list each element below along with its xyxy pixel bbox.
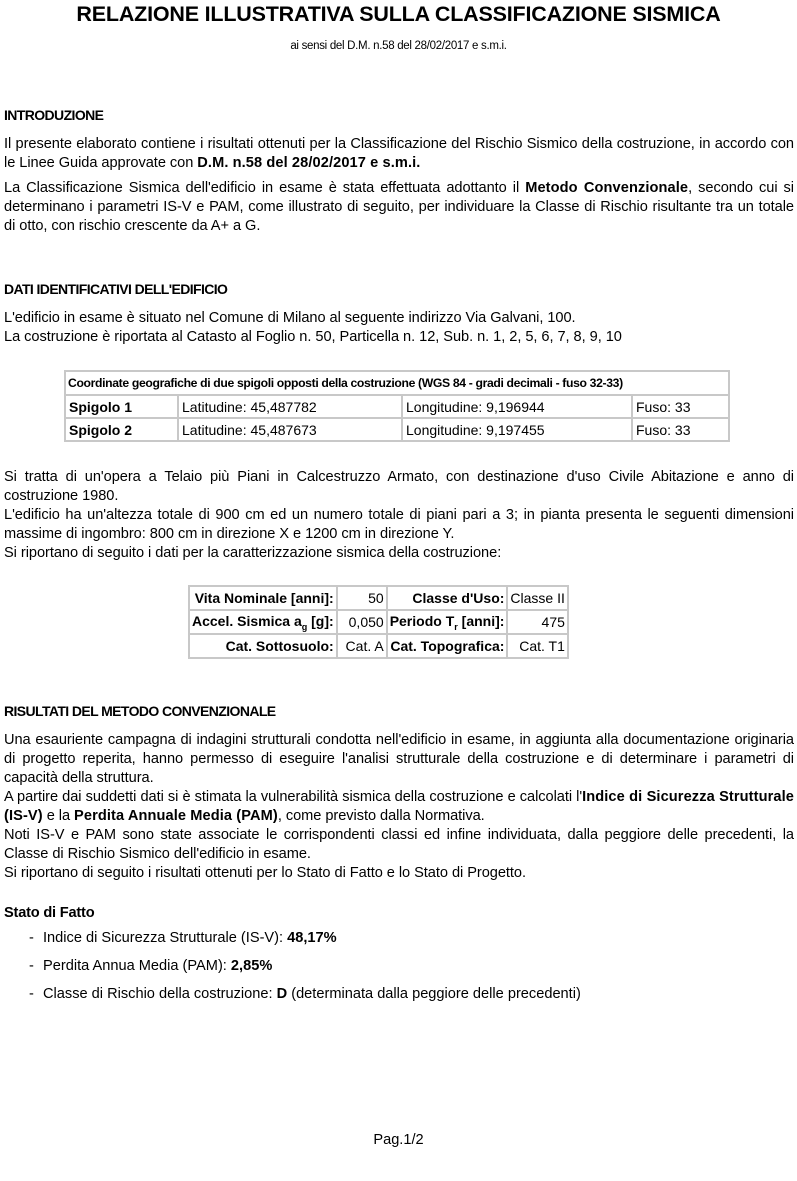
spigolo-2-latitude: Latitudine: 45,487673: [178, 418, 402, 441]
spigolo-1-fuso: Fuso: 33: [632, 395, 729, 418]
intro-p2-text-a: La Classificazione Sismica dell'edificio in esame è stata effettuata adottanto il: [4, 180, 526, 196]
periodo-label: [387, 610, 508, 634]
risultati-p2-text-a: A partire dai suddetti dati si è stimata la vulnerabilità sismica della costruzione e calcolati l': [4, 789, 583, 805]
dati-paragraph-4: L'edificio ha un'altezza totale di 900 cm ed un numero totale di piani pari a 3; in pianta presenta le seguenti dimensioni massime di ingombro: 800 cm in direzione X e 1200 cm in direzione Y.: [4, 507, 794, 542]
page-number: Pag.1/2: [373, 1132, 424, 1148]
cat-sottosuolo-value: Cat. A: [337, 634, 387, 658]
list-item: [4, 985, 794, 1004]
risultati-heading: RISULTATI DEL METODO CONVENZIONALE: [4, 703, 276, 719]
risultati-paragraph-2: [4, 788, 794, 826]
spigolo-1-longitude: Longitudine: 9,196944: [402, 395, 632, 418]
spigolo-1-label: Spigolo 1: [65, 395, 178, 418]
intro-paragraph-2: [4, 179, 794, 236]
intro-p1-decree: D.M. n.58 del 28/02/2017 e s.m.i.: [197, 155, 421, 171]
bullet-dash: -: [29, 958, 34, 974]
risultati-paragraph-3: Noti IS-V e PAM sono state associate le corrispondenti classi ed infine individuata, dalla peggiore delle precedenti, la Classe di Rischio Sismico dell'edificio in esame.: [4, 827, 794, 862]
table-row: [65, 395, 729, 418]
vita-nominale-value: 50: [337, 586, 387, 610]
dati-heading: DATI IDENTIFICATIVI DELL'EDIFICIO: [4, 281, 228, 297]
periodo-label-text: Periodo T: [389, 612, 455, 629]
cat-topografica-value: Cat. T1: [507, 634, 567, 658]
spigolo-2-label: Spigolo 2: [65, 418, 178, 441]
pam-label: Perdita Annua Media (PAM):: [43, 958, 231, 974]
periodo-label-sub: r: [454, 621, 458, 632]
intro-p2-method: Metodo Convenzionale: [525, 180, 689, 196]
risultati-p2-text-e: , come previsto dalla Normativa.: [277, 808, 485, 824]
bullet-dash: -: [29, 930, 34, 946]
intro-paragraph-1: [4, 135, 794, 173]
risultati-paragraph-1: Una esauriente campagna di indagini strutturali condotta nell'edificio in esame, in aggiunta alla documentazione originaria di progetto reperita, hanno permesso di eseguire l'analisi strutturale della costruzione e di determinare i parametri di capacità della struttura.: [4, 732, 794, 786]
dati-description: [4, 468, 794, 563]
spigolo-2-longitude: Longitudine: 9,197455: [402, 418, 632, 441]
classe-rischio-suffix: (determinata dalla peggiore delle precedenti): [287, 986, 581, 1002]
cat-topografica-label: Cat. Topografica:: [387, 634, 508, 658]
vita-nominale-label: Vita Nominale [anni]:: [189, 586, 337, 610]
isv-value: 48,17%: [287, 930, 337, 946]
dati-address-line: L'edificio in esame è situato nel Comune di Milano al seguente indirizzo Via Galvani, 100.: [4, 310, 576, 326]
document-subtitle: ai sensi del D.M. n.58 del 28/02/2017 e s.m.i.: [290, 40, 507, 52]
table-row: [189, 610, 568, 634]
table-row: [189, 634, 568, 658]
intro-heading: INTRODUZIONE: [4, 107, 104, 123]
accel-label-sub: g: [301, 621, 308, 632]
list-item: [4, 957, 794, 976]
accel-sismica-value: 0,050: [337, 610, 387, 634]
stato-fatto-section: [4, 905, 794, 1013]
dati-paragraph-5: Si riportano di seguito i dati per la caratterizzazione sismica della costruzione:: [4, 545, 502, 561]
classe-rischio-value: D: [276, 986, 288, 1002]
risultati-p2-isv: Indice di Sicurezza Strutturale (IS-V): [4, 789, 794, 824]
bullet-dash: -: [29, 986, 34, 1002]
risultati-p2-text-c: e la: [42, 808, 75, 824]
table-row: [189, 586, 568, 610]
periodo-value: 475: [507, 610, 567, 634]
stato-fatto-list: [4, 929, 794, 1004]
coordinates-table: [64, 370, 730, 442]
accel-label-text: Accel. Sismica a: [192, 612, 302, 629]
periodo-label-unit: [anni]:: [457, 612, 505, 629]
risultati-paragraph-4: Si riportano di seguito i risultati ottenuti per lo Stato di Fatto e lo Stato di Progetto.: [4, 865, 526, 881]
spigolo-2-fuso: Fuso: 33: [632, 418, 729, 441]
dati-section: [4, 281, 794, 347]
intro-section: [4, 107, 794, 236]
intro-p1-text: Il presente elaborato contiene i risultati ottenuti per la Classificazione del Rischio Sismico della costruzione, in accordo con le Linee Guida approvate con: [4, 136, 794, 171]
spigolo-1-latitude: Latitudine: 45,487782: [178, 395, 402, 418]
isv-label: Indice di Sicurezza Strutturale (IS-V):: [43, 930, 288, 946]
accel-sismica-label: [189, 610, 337, 634]
risultati-p2-pam: Perdita Annuale Media (PAM): [74, 808, 278, 824]
intro-p2-text-c: , secondo cui si determinano i parametri IS-V e PAM, come illustrato di seguito, per individuare la Classe di Rischio risultante tra un totale di otto, con rischio crescente da A+ a G.: [4, 180, 794, 234]
coordinates-table-header: Coordinate geografiche di due spigoli opposti della costruzione (WGS 84 - gradi decimali - fuso 32-33): [65, 371, 729, 395]
list-item: [4, 929, 794, 948]
document-title: RELAZIONE ILLUSTRATIVA SULLA CLASSIFICAZIONE SISMICA: [76, 2, 721, 26]
stato-fatto-heading: Stato di Fatto: [4, 905, 95, 921]
coordinates-table-header-row: [65, 371, 729, 395]
cat-sottosuolo-label: Cat. Sottosuolo:: [189, 634, 337, 658]
classe-uso-value: Classe II: [507, 586, 567, 610]
dati-cadastre-line: La costruzione è riportata al Catasto al Foglio n. 50, Particella n. 12, Sub. n. 1, 2, 5, 6, 7, 8, 9, 10: [4, 329, 622, 345]
table-row: [65, 418, 729, 441]
seismic-data-table: [188, 585, 569, 659]
classe-uso-label: Classe d'Uso:: [387, 586, 508, 610]
accel-label-unit: [g]:: [307, 612, 334, 629]
dati-paragraph-3: Si tratta di un'opera a Telaio più Piani in Calcestruzzo Armato, con destinazione d'uso Civile Abitazione e anno di costruzione 1980.: [4, 469, 794, 504]
pam-value: 2,85%: [230, 958, 273, 974]
risultati-section: [4, 703, 794, 883]
classe-rischio-label: Classe di Rischio della costruzione:: [43, 986, 277, 1002]
